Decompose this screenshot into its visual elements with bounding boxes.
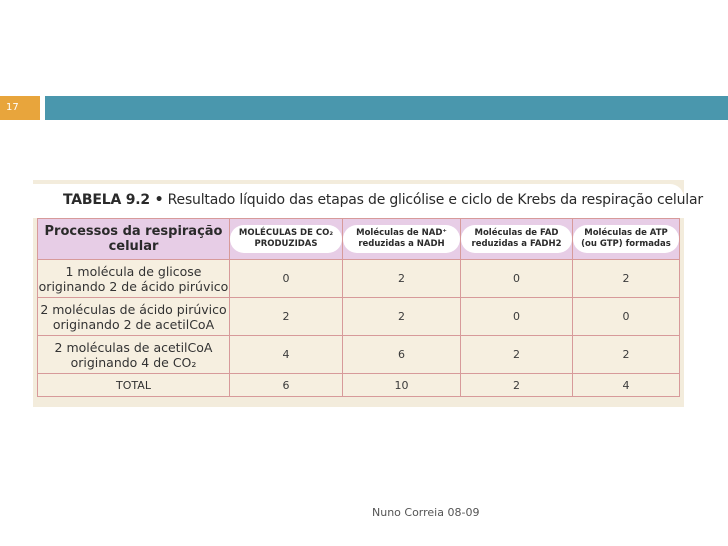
cell-co2: 6 (230, 374, 343, 397)
cell-co2: 0 (230, 260, 343, 298)
table-row (38, 336, 680, 374)
header-fadh2: Moléculas de FAD reduzidas a FADH2 (461, 219, 573, 260)
cell-fadh2: 2 (461, 374, 573, 397)
cell-nadh: 2 (343, 260, 461, 298)
cell-process: 2 moléculas de ácido pirúvico originando 2 de acetilCoA (38, 298, 230, 336)
cell-nadh: 6 (343, 336, 461, 374)
cell-co2: 2 (230, 298, 343, 336)
cell-nadh: 10 (343, 374, 461, 397)
cell-fadh2: 0 (461, 260, 573, 298)
table-row-total (38, 374, 680, 397)
cell-nadh: 2 (343, 298, 461, 336)
cell-atp: 2 (573, 260, 680, 298)
table-header-row (38, 219, 680, 260)
table-row (38, 298, 680, 336)
table-caption-label: TABELA 9.2 • (63, 192, 164, 208)
header-atp: Moléculas de ATP (ou GTP) formadas (573, 219, 680, 260)
header-co2: MOLÉCULAS DE CO₂ PRODUZIDAS (230, 219, 343, 260)
table-row (38, 260, 680, 298)
cell-process: 2 moléculas de acetilCoA originando 4 de CO₂ (38, 336, 230, 374)
table-caption (33, 184, 703, 218)
cell-atp: 2 (573, 336, 680, 374)
cell-fadh2: 0 (461, 298, 573, 336)
table-caption-title: Resultado líquido das etapas de glicólise e ciclo de Krebs da respiração celular (163, 192, 703, 208)
cell-fadh2: 2 (461, 336, 573, 374)
cell-co2: 4 (230, 336, 343, 374)
cell-atp: 0 (573, 298, 680, 336)
header-processes: Processos da respiração celular (38, 219, 230, 260)
cell-atp: 4 (573, 374, 680, 397)
footer-author: Nuno Correia 08-09 (372, 506, 480, 519)
header-bar (45, 96, 728, 120)
header-nadh: Moléculas de NAD⁺ reduzidas a NADH (343, 219, 461, 260)
cell-process: TOTAL (38, 374, 230, 397)
results-table (37, 218, 680, 397)
cell-process: 1 molécula de glicose originando 2 de ácido pirúvico (38, 260, 230, 298)
table-caption-text (63, 192, 703, 208)
slide-number: 17 (0, 96, 40, 120)
